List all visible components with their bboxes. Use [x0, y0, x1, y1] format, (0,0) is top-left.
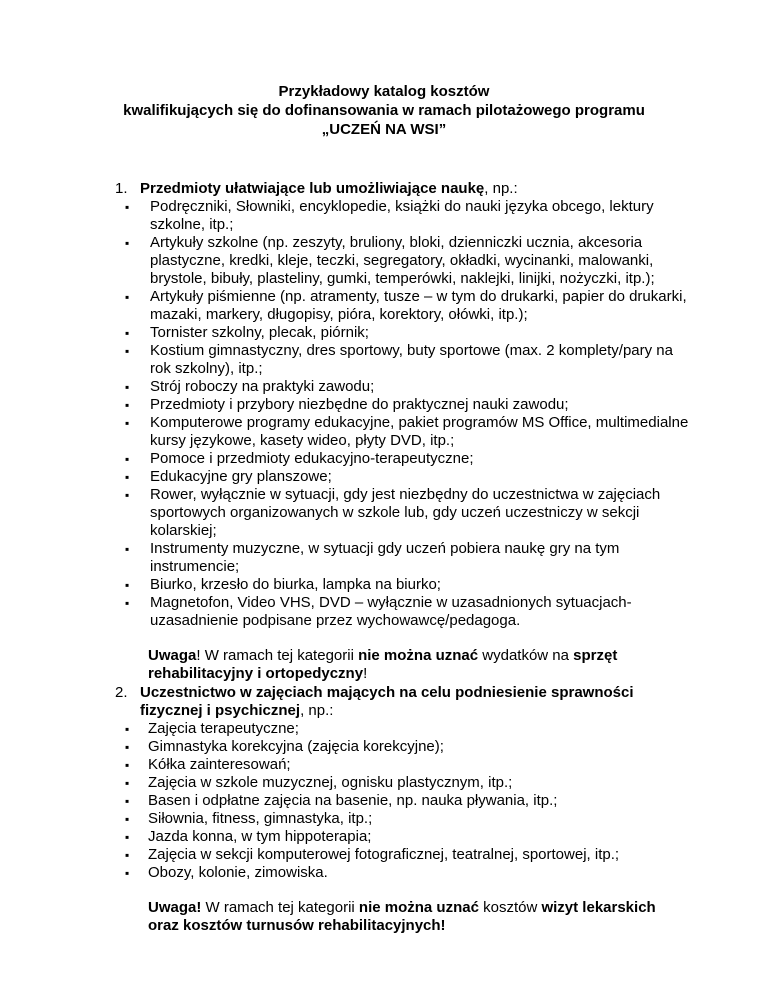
note-text: W ramach tej kategorii — [201, 899, 359, 916]
note-emphasis: sprzęt rehabilitacyjny i ortopedyczny — [148, 647, 618, 682]
section-1 — [115, 180, 690, 683]
section-2-title-bold: Uczestnictwo w zajęciach mających na celu podniesienie sprawności fizycznej i psychicznej — [140, 684, 634, 719]
list-item: ▪ Artykuły szkolne (np. zeszyty, bruliony, bloki, dzienniczki ucznia, akcesoria plastyczne, kredki, kleje, teczki, segregatory, okładki, wycinanki, malowanki, brystole, bibuły, plasteliny, gumki, temperówki, naklejki, linijki, nożyczki, itp.); — [115, 234, 690, 288]
list-item: ▪ Magnetofon, Video VHS, DVD – wyłącznie w uzasadnionych sytuacjach- uzasadnienie podpisane przez wychowawcę/pedagoga. — [115, 594, 690, 630]
list-item: ▪ Gimnastyka korekcyjna (zajęcia korekcyjne); — [115, 738, 690, 756]
list-item: ▪ Tornister szkolny, plecak, piórnik; — [115, 324, 690, 342]
list-item: ▪ Pomoce i przedmioty edukacyjno-terapeutyczne; — [115, 450, 690, 468]
section-1-list — [115, 198, 690, 630]
note-label: Uwaga! — [148, 899, 202, 916]
list-item: ▪ Podręczniki, Słowniki, encyklopedie, książki do nauki języka obcego, lektury szkolne, itp.; — [115, 198, 690, 234]
list-item: ▪ Rower, wyłącznie w sytuacji, gdy jest niezbędny do uczestnictwa w zajęciach sportowych organizowanych w szkole lub, gdy uczeń uczestniczy w sekcji kolarskiej; — [115, 486, 690, 540]
list-item: ▪ Instrumenty muzyczne, w sytuacji gdy uczeń pobiera naukę gry na tym instrumencie; — [115, 540, 690, 576]
header-line-3: „UCZEŃ NA WSI” — [321, 121, 447, 138]
note-text: ! — [363, 665, 368, 682]
list-item: ▪ Zajęcia terapeutyczne; — [115, 720, 690, 738]
list-item: ▪ Biurko, krzesło do biurka, lampka na biurko; — [115, 576, 690, 594]
section-2-title — [115, 684, 690, 720]
list-item: ▪ Obozy, kolonie, zimowiska. — [115, 864, 690, 882]
note-emphasis: wizyt lekarskich oraz kosztów turnusów rehabilitacyjnych! — [148, 899, 656, 934]
section-2-title-rest: , np.: — [300, 702, 334, 719]
section-2-number: 2. — [115, 684, 128, 701]
list-item: ▪ Zajęcia w sekcji komputerowej fotograficznej, teatralnej, sportowej, itp.; — [115, 846, 690, 864]
header-line-1: Przykładowy katalog kosztów — [278, 83, 490, 100]
list-item: ▪ Artykuły piśmienne (np. atramenty, tusze – w tym do drukarki, papier do drukarki, mazaki, markery, długopisy, pióra, korektory, ołówki, itp.); — [115, 288, 690, 324]
header-line-2: kwalifikujących się do dofinansowania w ramach pilotażowego programu — [123, 102, 645, 119]
note-emphasis: nie można uznać — [358, 899, 479, 916]
section-2-list — [115, 720, 690, 882]
list-item: ▪ Kółka zainteresowań; — [115, 756, 690, 774]
section-2-note — [115, 899, 690, 935]
section-1-title-rest: , np.: — [484, 180, 518, 197]
note-text: ! W ramach tej kategorii — [196, 647, 359, 664]
list-item: ▪ Przedmioty i przybory niezbędne do praktycznej nauki zawodu; — [115, 396, 690, 414]
note-emphasis: nie można uznać — [358, 647, 479, 664]
section-1-title-bold: Przedmioty ułatwiające lub umożliwiające naukę — [140, 180, 485, 197]
list-item: ▪ Edukacyjne gry planszowe; — [115, 468, 690, 486]
note-text: wydatków na — [478, 647, 574, 664]
note-label: Uwaga — [148, 647, 197, 664]
section-2 — [115, 684, 690, 935]
list-item: ▪ Siłownia, fitness, gimnastyka, itp.; — [115, 810, 690, 828]
section-1-title — [115, 180, 690, 198]
section-1-note — [115, 647, 690, 683]
list-item: ▪ Jazda konna, w tym hippoterapia; — [115, 828, 690, 846]
list-item: ▪ Zajęcia w szkole muzycznej, ognisku plastycznym, itp.; — [115, 774, 690, 792]
note-text: kosztów — [478, 899, 542, 916]
section-1-number: 1. — [115, 180, 128, 197]
list-item: ▪ Komputerowe programy edukacyjne, pakiet programów MS Office, multimedialne kursy językowe, kasety wideo, płyty DVD, itp.; — [115, 414, 690, 450]
list-item: ▪ Basen i odpłatne zajęcia na basenie, np. nauka pływania, itp.; — [115, 792, 690, 810]
list-item: ▪ Strój roboczy na praktyki zawodu; — [115, 378, 690, 396]
list-item: ▪ Kostium gimnastyczny, dres sportowy, buty sportowe (max. 2 komplety/pary na rok szkolny), itp.; — [115, 342, 690, 378]
document-header — [0, 82, 768, 139]
